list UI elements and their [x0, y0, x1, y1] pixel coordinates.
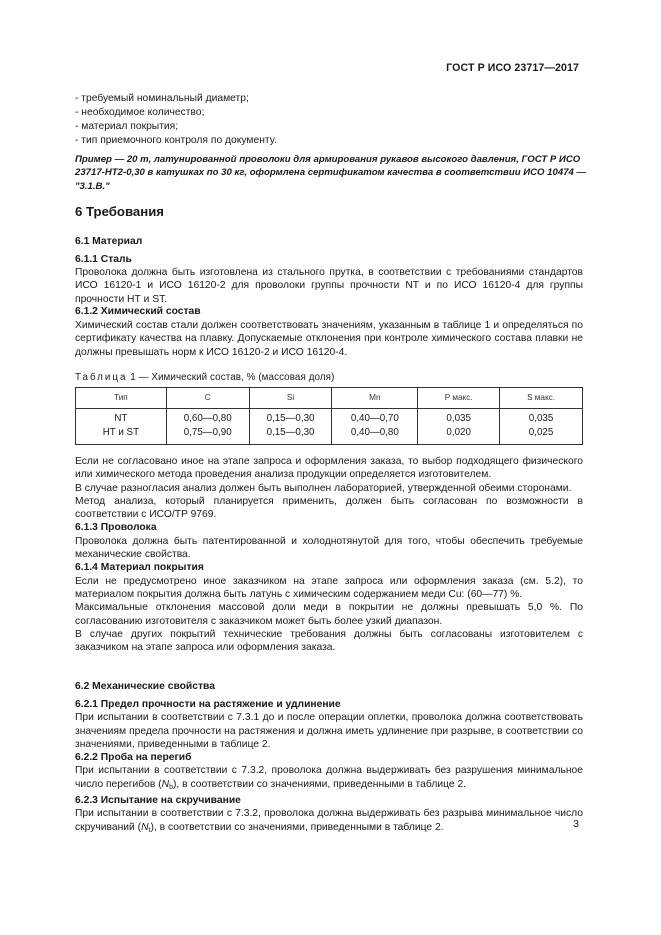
table-row	[76, 409, 583, 427]
table-cell: NT	[76, 409, 167, 427]
paragraph: При испытании в соответствии с 7.3.1 до и после операции оплетки, проволока должна соответствовать значениям предела прочности на растяжения и должна иметь удлинение при разрыве, в соответствии со значениями, приведенными в таблице 2.	[75, 712, 583, 750]
paragraph: В случае разногласия анализ должен быть выполнен лабораторией, утвержденной обеими сторонами.	[75, 482, 572, 494]
column-header-p-max: P макс.	[418, 388, 500, 409]
table-cell: 0,035	[500, 409, 583, 427]
column-header-s-max: S макс.	[500, 388, 583, 409]
table-row	[76, 426, 583, 444]
section-6-2-text	[75, 698, 583, 837]
table-cell: 0,40—0,80	[332, 426, 418, 444]
after-table-text	[75, 455, 583, 654]
page-number: 3	[573, 819, 579, 830]
section-6-2-3-title: 6.2.3 Испытание на скручивание	[75, 795, 241, 807]
paragraph: Химический состав стали должен соответствовать значениям, указанным в таблице 1 и определяться по сертификату качества на плавку. Допускаемые отклонения при контроле химического состава плавки не должны превышать норм к ИСО 16120-2 и ИСО 16120-4.	[75, 320, 583, 358]
table-cell: 0,60—0,80	[166, 409, 249, 427]
variable: N	[161, 778, 170, 790]
paragraph: Максимальные отклонения массовой доли меди в покрытии не должны превышать 5,0 %. По согласованию изготовителя с заказчиком может быть более узкий диапазон.	[75, 602, 583, 627]
section-6-1-title: 6.1 Материал	[75, 236, 143, 247]
paragraph	[75, 764, 583, 794]
paragraph: Если не согласовано иное на этапе запроса и оформления заказа, то выбор подходящего физического или химического метода проведения анализа продукции определяется изготовителем.	[75, 456, 583, 481]
requirements-list	[75, 92, 595, 148]
table-cell: 0,020	[418, 426, 500, 444]
section-6-1-4-title: 6.1.4 Материал покрытия	[75, 562, 204, 574]
table-cell: 0,40—0,70	[332, 409, 418, 427]
table-cell: 0,025	[500, 426, 583, 444]
text-part: При испытании в соответствии с 7.3.2, проволока должна выдерживать без разрушения минимальное число перегибов (	[75, 765, 583, 790]
section-6-1-1-title: 6.1.1 Сталь	[75, 254, 132, 265]
variable: N	[141, 821, 149, 833]
table-caption-prefix: Таблица	[75, 372, 128, 383]
section-6-2-2-title: 6.2.2 Проба на перегиб	[75, 752, 192, 764]
column-header-type: Тип	[76, 388, 167, 409]
column-header-c: C	[166, 388, 249, 409]
section-6-1-2-title: 6.1.2 Химический состав	[75, 306, 201, 317]
column-header-si: Si	[249, 388, 332, 409]
example-note: Пример — 20 т, латунированной проволоки для армирования рукавов высокого давления, ГОСТ Р ИСО 23717-НТ2-0,30 в катушках по 30 кг, оформлена сертификатом качества в соответствии ИСО 10474 — "3.1.В."	[75, 154, 587, 192]
column-header-mn: Mn	[332, 388, 418, 409]
paragraph	[75, 807, 583, 837]
table-cell: 0,15—0,30	[249, 409, 332, 427]
table-cell: 0,15—0,30	[249, 426, 332, 444]
paragraph: Если не предусмотрено иное заказчиком на этапе запроса или оформления заказа (см. 5.2), то материалом покрытия должна быть латунь с химическим содержанием меди Cu: (60—77) %.	[75, 575, 583, 600]
table-cell: 0,75—0,90	[166, 426, 249, 444]
list-item: - материал покрытия;	[75, 120, 179, 132]
table-caption-text: 1 — Химический состав, % (массовая доля)	[130, 372, 335, 383]
subscript: t	[148, 826, 151, 834]
paragraph: Метод анализа, который планируется применить, должен быть согласован по возможности в соответствии с ИСО/TP 9769.	[75, 495, 583, 521]
list-item: - тип приемочного контроля по документу.	[75, 134, 277, 146]
list-item: - необходимое количество;	[75, 106, 205, 118]
table-1-caption	[75, 371, 334, 384]
section-6-1-3-title: 6.1.3 Проволока	[75, 522, 157, 534]
subscript: b	[169, 783, 173, 791]
section-6-1-2-text	[75, 319, 583, 359]
text-part: ), в соответствии со значениями, приведенными в таблице 2.	[150, 821, 444, 833]
text-part: ), в соответствии со значениями, приведенными в таблице 2.	[172, 778, 467, 790]
section-6-1-1-text	[75, 266, 583, 306]
document-header-id: ГОСТ Р ИСО 23717—2017	[446, 62, 579, 74]
table-cell: 0,035	[418, 409, 500, 427]
section-6-title: 6 Требования	[75, 204, 165, 219]
table-header-row	[76, 388, 583, 409]
table-cell: HT и ST	[76, 426, 167, 444]
list-item: - требуемый номинальный диаметр;	[75, 93, 249, 104]
section-6-2-1-title: 6.2.1 Предел прочности на растяжение и удлинение	[75, 699, 341, 710]
paragraph: Проволока должна быть патентированной и холоднотянутой для того, чтобы обеспечить требуемые механические свойства.	[75, 535, 583, 561]
text-part: При испытании в соответствии с 7.3.2, проволока должна выдерживать без разрыва минимальное число скручиваний (	[75, 808, 583, 833]
paragraph: В случае других покрытий технические требования должны быть согласованы изготовителем с заказчиком на этапе запроса или оформления заказа.	[75, 628, 583, 654]
paragraph: Проволока должна быть изготовлена из стального прутка, в соответствии с требованиями стандартов ИСО 16120-1 и ИСО 16120-2 для проволоки группы прочности NT и по ИСО 16120-4 для группы прочности НТ и ST.	[75, 267, 583, 305]
section-6-2-title: 6.2 Механические свойства	[75, 681, 215, 692]
chemical-composition-table	[75, 387, 583, 445]
